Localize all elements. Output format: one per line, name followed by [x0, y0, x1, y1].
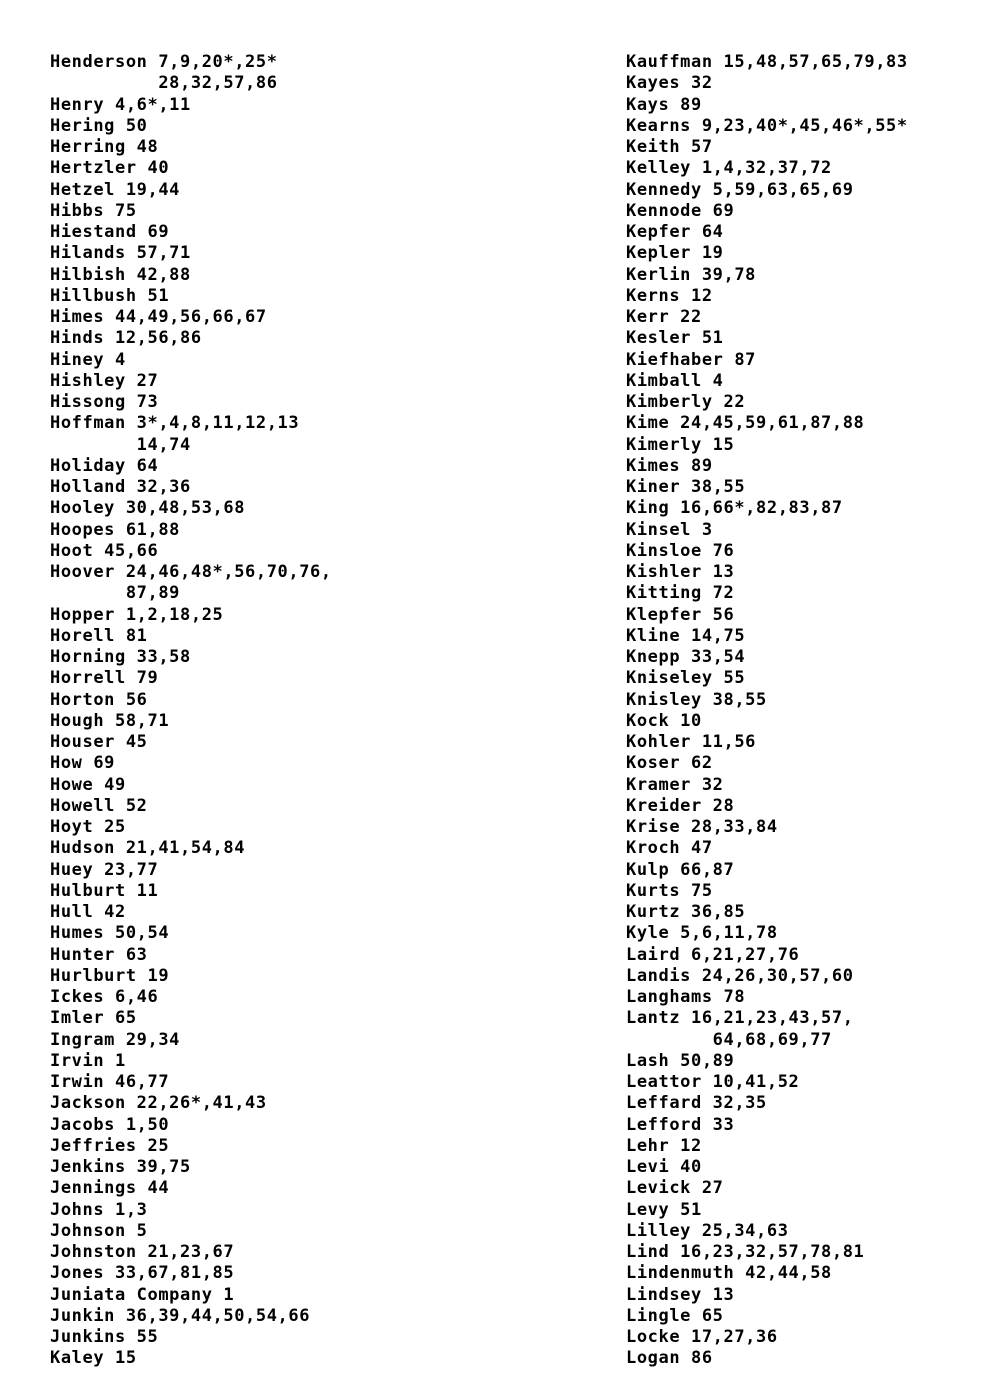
index-entry: Hough 58,71 [50, 710, 170, 731]
index-entry: Hering 50 [50, 115, 148, 136]
index-entry: Jeffries 25 [50, 1135, 170, 1156]
index-entry: Johnston 21,23,67 [50, 1242, 235, 1262]
index-entry: Lefford 33 [626, 1114, 735, 1135]
index-entry: Kyle 5,6,11,78 [626, 923, 778, 944]
index-entry: Juniata Company 1 [50, 1284, 235, 1305]
index-entry: Henry 4,6*,11 [50, 94, 191, 115]
index-entry: Jenkins 39,75 [50, 1157, 191, 1177]
index-entry: Lingle 65 [626, 1305, 724, 1326]
index-entry: Johnson 5 [50, 1220, 148, 1241]
index-entry: Kitting 72 [626, 583, 735, 604]
index-entry: Kock 10 [626, 710, 702, 731]
index-entry: Laird 6,21,27,76 [626, 944, 800, 965]
index-entry: Kinsel 3 [626, 519, 713, 540]
index-entry: Hoopes 61,88 [50, 519, 181, 540]
index-entry: Kiner 38,55 [626, 477, 746, 497]
index-entry: Kayes 32 [626, 73, 713, 94]
index-entry: Kerlin 39,78 [626, 264, 757, 285]
index-entry: Kerr 22 [626, 307, 702, 327]
index-entry: Knisley 38,55 [626, 689, 767, 710]
index-entry: Lind 16,23,32,57,78,81 [626, 1242, 865, 1262]
index-entry: Herring 48 [50, 137, 159, 157]
index-entry: Kishler 13 [626, 562, 735, 582]
index-entry: Horning 33,58 [50, 647, 191, 667]
index-entry: Jackson 22,26*,41,43 [50, 1093, 267, 1114]
index-entry: Kohler 11,56 [626, 732, 757, 752]
index-entry: Himes 44,49,56,66,67 [50, 307, 267, 327]
index-entry: Klepfer 56 [626, 604, 735, 625]
index-entry: Kaley 15 [50, 1348, 137, 1369]
index-entry: Kurts 75 [626, 880, 713, 901]
index-entry: Holland 32,36 [50, 477, 191, 497]
index-entry: Horton 56 [50, 689, 148, 710]
index-entry: Hooley 30,48,53,68 [50, 498, 246, 519]
index-entry: Lehr 12 [626, 1135, 702, 1156]
index-entry: Locke 17,27,36 [626, 1327, 778, 1347]
index-entry: How 69 [50, 753, 116, 774]
index-entry: Kiefhaber 87 [626, 349, 757, 370]
index-entry: Kline 14,75 [626, 625, 746, 646]
index-entry: Ickes 6,46 [50, 987, 159, 1007]
index-entry: Kniseley 55 [626, 668, 746, 689]
index-entry: Levy 51 [626, 1199, 702, 1220]
index-entry: Hoffman 3*,4,8,11,12,13 [50, 413, 300, 434]
index-entry: Junkin 36,39,44,50,54,66 [50, 1305, 311, 1326]
index-entry: Howell 52 [50, 795, 148, 816]
index-entry: Johns 1,3 [50, 1199, 148, 1220]
index-entry: Kepler 19 [626, 243, 724, 264]
index-entry: Hiestand 69 [50, 222, 170, 242]
index-entry: Hibbs 75 [50, 200, 137, 221]
index-entry: Kauffman 15,48,57,65,79,83 [626, 52, 908, 72]
index-entry: Humes 50,54 [50, 923, 170, 944]
index-entry: Keith 57 [626, 137, 713, 157]
index-entry: Horrell 79 [50, 668, 159, 689]
index-entry: Hissong 73 [50, 392, 159, 412]
index-entry: King 16,66*,82,83,87 [626, 498, 843, 519]
index-entry: Koser 62 [626, 753, 713, 774]
index-entry: Logan 86 [626, 1348, 713, 1369]
index-entry: Lilley 25,34,63 [626, 1220, 789, 1241]
index-entry: Lindenmuth 42,44,58 [626, 1263, 832, 1284]
index-entry: Huey 23,77 [50, 859, 159, 880]
index-entry: Howe 49 [50, 774, 126, 795]
index-entry: Hertzler 40 [50, 158, 170, 179]
index-entry: Langhams 78 [626, 987, 746, 1007]
index-entry: Kroch 47 [626, 838, 713, 859]
index-entry: Kimberly 22 [626, 392, 746, 412]
index-entry: Hillbush 51 [50, 285, 170, 306]
index-entry: Knepp 33,54 [626, 647, 746, 667]
index-entry: Kulp 66,87 [626, 859, 735, 880]
index-entry: Horell 81 [50, 625, 148, 646]
index-entry: Kramer 32 [626, 774, 724, 795]
index-entry: Houser 45 [50, 732, 148, 752]
index-entry: 28,32,57,86 [50, 73, 278, 94]
index-entry: Landis 24,26,30,57,60 [626, 965, 854, 986]
index-entry: Hudson 21,41,54,84 [50, 838, 246, 859]
index-entry: Kepfer 64 [626, 222, 724, 242]
index-entry: Hilands 57,71 [50, 243, 191, 264]
index-entry: Hinds 12,56,86 [50, 328, 202, 349]
index-entry: Kennode 69 [626, 200, 735, 221]
index-entry: 14,74 [50, 434, 191, 455]
index-entry: Jones 33,67,81,85 [50, 1263, 235, 1284]
index-entry: Levi 40 [626, 1157, 702, 1177]
index-entry: Lantz 16,21,23,43,57, [626, 1008, 854, 1029]
index-entry: Henderson 7,9,20*,25* [50, 52, 278, 72]
index-entry: Jennings 44 [50, 1178, 170, 1199]
index-entry: Leffard 32,35 [626, 1093, 767, 1114]
index-left-column [50, 52, 490, 1370]
index-entry: Hurlburt 19 [50, 965, 170, 986]
index-right-column [626, 52, 991, 1370]
index-entry: Kime 24,45,59,61,87,88 [626, 413, 865, 434]
index-entry: Kesler 51 [626, 328, 724, 349]
index-entry: Kearns 9,23,40*,45,46*,55* [626, 115, 908, 136]
index-entry: Lash 50,89 [626, 1050, 735, 1071]
index-entry: Irvin 1 [50, 1050, 126, 1071]
index-entry: Kennedy 5,59,63,65,69 [626, 179, 854, 200]
index-entry: Hopper 1,2,18,25 [50, 604, 224, 625]
index-entry: Hunter 63 [50, 944, 148, 965]
index-entry: Hiney 4 [50, 349, 126, 370]
index-entry: Kelley 1,4,32,37,72 [626, 158, 832, 179]
index-entry: Kreider 28 [626, 795, 735, 816]
index-entry: Hishley 27 [50, 370, 159, 391]
index-entry: Ingram 29,34 [50, 1029, 181, 1050]
index-entry: Junkins 55 [50, 1327, 159, 1347]
index-entry: 87,89 [50, 583, 181, 604]
index-entry: 64,68,69,77 [626, 1029, 832, 1050]
index-entry: Levick 27 [626, 1178, 724, 1199]
index-entry: Hoot 45,66 [50, 540, 159, 561]
index-entry: Kinsloe 76 [626, 540, 735, 561]
index-entry: Hull 42 [50, 902, 126, 922]
index-entry: Kimerly 15 [626, 434, 735, 455]
index-entry: Lindsey 13 [626, 1284, 735, 1305]
index-entry: Kays 89 [626, 94, 702, 115]
index-entry: Imler 65 [50, 1008, 137, 1029]
index-entry: Kurtz 36,85 [626, 902, 746, 922]
index-entry: Kimes 89 [626, 455, 713, 476]
index-entry: Hilbish 42,88 [50, 264, 191, 285]
index-entry: Holiday 64 [50, 455, 159, 476]
index-entry: Hetzel 19,44 [50, 179, 181, 200]
index-entry: Kerns 12 [626, 285, 713, 306]
index-entry: Hoyt 25 [50, 817, 126, 837]
index-entry: Leattor 10,41,52 [626, 1072, 800, 1092]
index-entry: Kimball 4 [626, 370, 724, 391]
index-entry: Irwin 46,77 [50, 1072, 170, 1092]
index-entry: Krise 28,33,84 [626, 817, 778, 837]
index-entry: Hulburt 11 [50, 880, 159, 901]
index-entry: Hoover 24,46,48*,56,70,76, [50, 562, 332, 582]
index-entry: Jacobs 1,50 [50, 1114, 170, 1135]
